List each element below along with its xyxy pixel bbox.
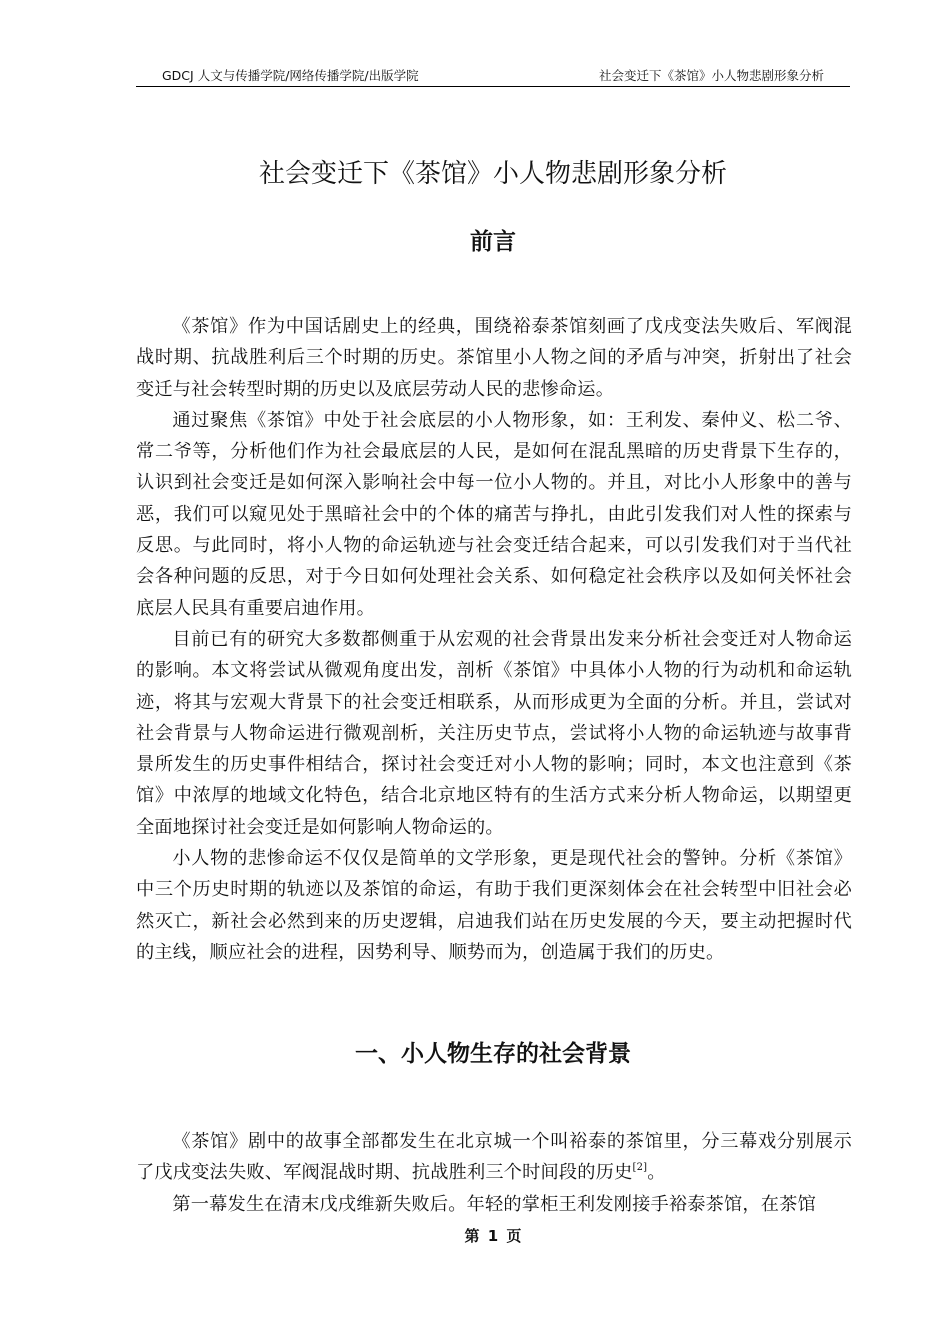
header-institution: GDCJ 人文与传播学院/网络传播学院/出版学院	[162, 68, 419, 83]
section-paragraph-end: 。	[647, 1162, 666, 1184]
section-paragraph-text: 《茶馆》剧中的故事全部都发生在北京城一个叫裕泰的茶馆里，分三幕戏分别展示了戊戌变法失败、军阀混战时期、抗战胜利三个时间段的历史	[136, 1131, 852, 1184]
preface-body	[136, 311, 852, 968]
preface-paragraph: 小人物的悲惨命运不仅仅是简单的文学形象，更是现代社会的警钟。分析《茶馆》中三个历史时期的轨迹以及茶馆的命运，有助于我们更深刻体会在社会转型中旧社会必然灭亡，新社会必然到来的历史逻辑，启迪我们站在历史发展的今天，要主动把握时代的主线，顺应社会的进程，因势利导、顺势而为，创造属于我们的历史。	[136, 848, 852, 963]
section-paragraph	[136, 1126, 852, 1189]
section-paragraph: 第一幕发生在清末戊戌维新失败后。年轻的掌柜王利发刚接手裕泰茶馆，在茶馆	[172, 1193, 816, 1215]
preface-heading: 前言	[470, 229, 516, 255]
preface-paragraph: 目前已有的研究大多数都侧重于从宏观的社会背景出发来分析社会变迁对人物命运的影响。本文将尝试从微观角度出发，剖析《茶馆》中具体小人物的行为动机和命运轨迹，将其与宏观大背景下的社会变迁相联系，从而形成更为全面的分析。并且，尝试对社会背景与人物命运进行微观剖析，关注历史节点，尝试将小人物的命运轨迹与故事背景所发生的历史事件相结合，探讨社会变迁对小人物的影响；同时，本文也注意到《茶馆》中浓厚的地域文化特色，结合北京地区特有的生活方式来分析人物命运，以期望更全面地探讨社会变迁是如何影响人物命运的。	[136, 628, 852, 838]
document-title: 社会变迁下《茶馆》小人物悲剧形象分析	[258, 159, 727, 189]
preface-paragraph: 《茶馆》作为中国话剧史上的经典，围绕裕泰茶馆刻画了戊戌变法失败后、军阀混战时期、抗战胜利后三个时期的历史。茶馆里小人物之间的矛盾与冲突，折射出了社会变迁与社会转型时期的历史以及底层劳动人民的悲惨命运。	[136, 316, 852, 400]
page-header	[136, 66, 850, 87]
preface-paragraph: 通过聚焦《茶馆》中处于社会底层的小人物形象，如：王利发、秦仲义、松二爷、常二爷等，分析他们作为社会最底层的人民，是如何在混乱黑暗的历史背景下生存的，认识到社会变迁是如何深入影响社会中每一位小人物的。并且，对比小人形象中的善与恶，我们可以窥见处于黑暗社会中的个体的痛苦与挣扎，由此引发我们对人性的探索与反思。与此同时，将小人物的命运轨迹与社会变迁结合起来，可以引发我们对于当代社会各种问题的反思，对于今日如何处理社会关系、如何稳定社会秩序以及如何关怀社会底层人民具有重要启迪作用。	[136, 409, 852, 619]
citation-reference[interactable]: [2]	[632, 1162, 648, 1174]
header-paper-title: 社会变迁下《茶馆》小人物悲剧形象分析	[598, 68, 824, 83]
section-body	[136, 1126, 852, 1220]
page-number: 第 1 页	[464, 1227, 522, 1245]
section-heading: 一、小人物生存的社会背景	[355, 1041, 631, 1067]
